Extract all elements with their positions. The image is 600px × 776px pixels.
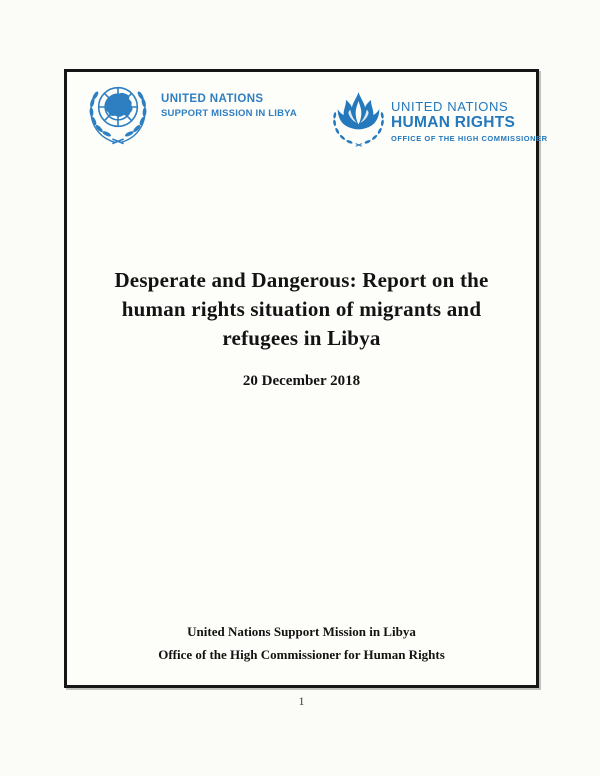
ohchr-wordmark-line1: UNITED NATIONS: [391, 99, 509, 114]
report-title-line2: human rights situation of migrants and: [121, 297, 482, 321]
page-border-frame: [64, 69, 548, 688]
footer-org-ohchr: Office of the High Commissioner for Human Rights: [158, 647, 445, 662]
ohchr-wordmark: [391, 100, 548, 144]
ohchr-wordmark-line2: HUMAN RIGHTS: [391, 114, 516, 131]
unsmil-wordmark-line2: SUPPORT MISSION IN LIBYA: [161, 108, 297, 119]
unsmil-wordmark: [161, 93, 297, 120]
report-date: 20 December 2018: [242, 373, 361, 389]
unsmil-wordmark-line1: UNITED NATIONS: [161, 93, 264, 105]
ohchr-flame-icon: [331, 91, 386, 153]
report-title-line1: Desperate and Dangerous: Report on the: [114, 268, 489, 292]
ohchr-logo: [331, 91, 548, 153]
report-title: [67, 266, 536, 353]
ohchr-wordmark-line3: OFFICE OF THE HIGH COMMISSIONER: [391, 134, 548, 143]
un-emblem-icon: [83, 79, 153, 150]
page-number: 1: [298, 694, 305, 708]
report-title-line3: refugees in Libya: [222, 326, 381, 350]
footer-org-unsmil: United Nations Support Mission in Libya: [187, 624, 416, 639]
unsmil-logo: [83, 79, 298, 149]
